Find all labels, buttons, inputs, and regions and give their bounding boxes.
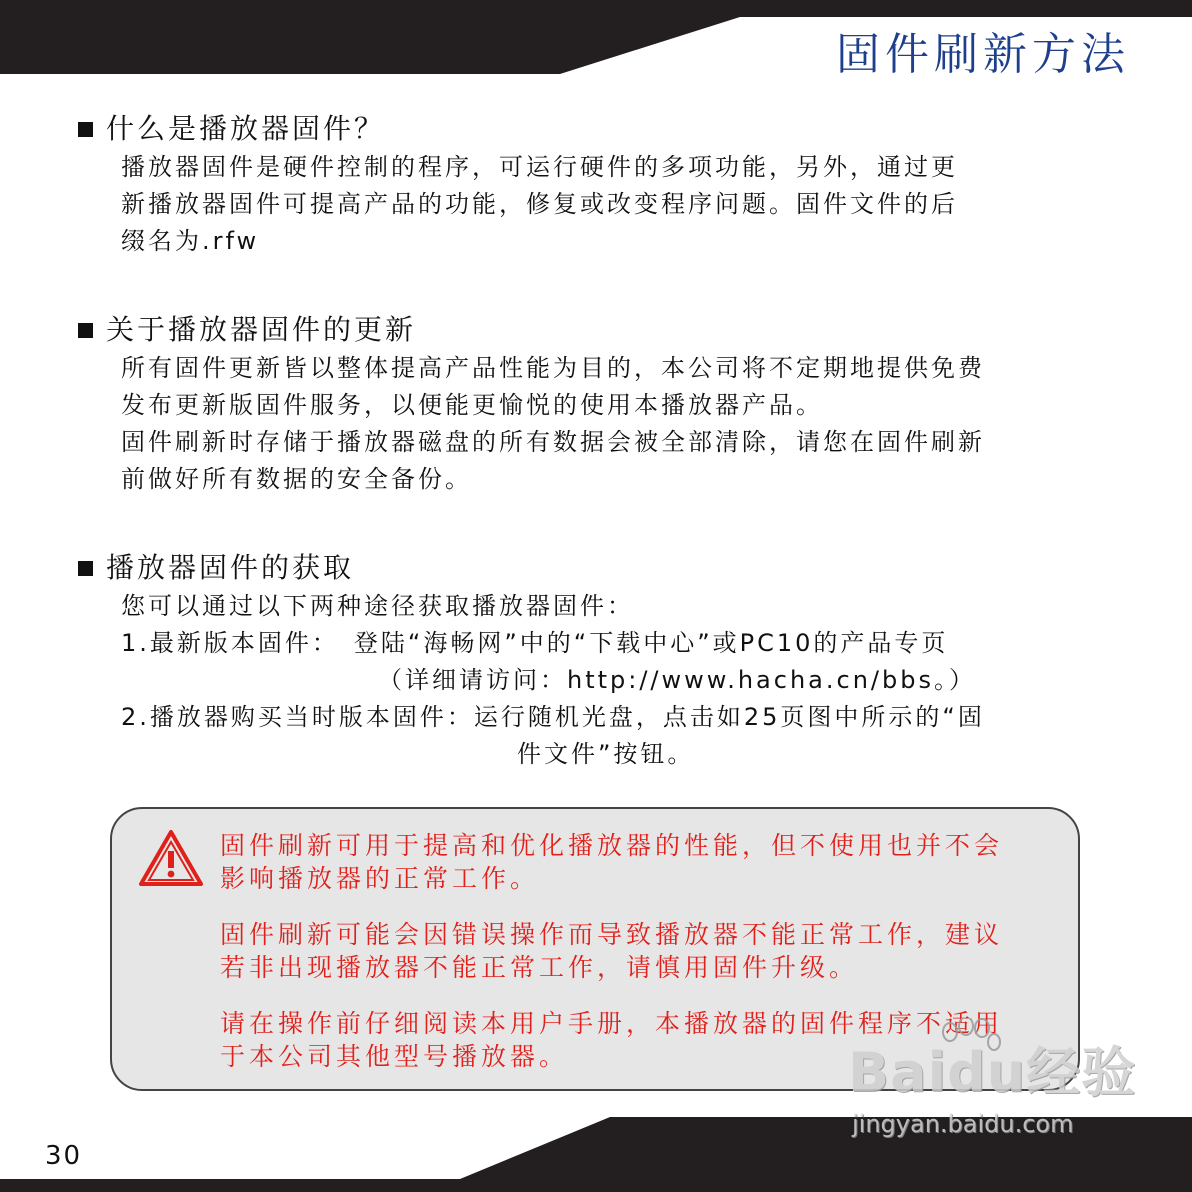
body-line: 缀名为.rfw (121, 227, 260, 255)
body-line: 发布更新版固件服务，以便能更愉悦的使用本播放器产品。 (121, 391, 823, 419)
warning-paragraph: 请在操作前仔细阅读本用户手册，本播放器的固件程序不适用 于本公司其他型号播放器。 (220, 1009, 1004, 1071)
section-obtain-firmware (78, 548, 1138, 773)
body-line: 新播放器固件可提高产品的功能，修复或改变程序问题。固件文件的后 (121, 190, 958, 218)
url-line: （详细请访问：http://www.hacha.cn/bbs。） (378, 666, 976, 694)
body-line: 播放器固件是硬件控制的程序，可运行硬件的多项功能，另外，通过更 (121, 153, 958, 181)
body-line: 您可以通过以下两种途径获取播放器固件： (121, 592, 634, 620)
body-line: 1.最新版本固件： 登陆“海畅网”中的“下载中心”或PC10的产品专页 (121, 629, 949, 657)
section-heading: 播放器固件的获取 (106, 551, 355, 584)
watermark-domain: jingyan.baidu.com (852, 1110, 1074, 1138)
section-firmware-update (78, 310, 1138, 498)
warning-triangle-icon (138, 829, 204, 887)
warning-paragraph: 固件刷新可能会因错误操作而导致播放器不能正常工作，建议 若非出现播放器不能正常工作，请慎用固件升级。 (220, 920, 1004, 982)
square-bullet-icon (78, 561, 93, 576)
section-heading: 什么是播放器固件？ (106, 112, 386, 145)
body-line: 所有固件更新皆以整体提高产品性能为目的，本公司将不定期地提供免费 (121, 354, 985, 382)
section-body (121, 149, 1138, 260)
body-line: 前做好所有数据的安全备份。 (121, 465, 472, 493)
watermark-logo: Baidu经验 (848, 1041, 1137, 1104)
page-number: 30 (45, 1141, 83, 1171)
body-line: 固件刷新时存储于播放器磁盘的所有数据会被全部清除，请您在固件刷新 (121, 428, 985, 456)
section-body (121, 350, 1138, 498)
square-bullet-icon (78, 122, 93, 137)
body-line: 件文件”按钮。 (517, 740, 695, 768)
body-line: 2.播放器购买当时版本固件：运行随机光盘，点击如25页图中所示的“固 (121, 703, 985, 731)
warning-paragraph: 固件刷新可用于提高和优化播放器的性能，但不使用也并不会 影响播放器的正常工作。 (220, 831, 1004, 893)
baidu-watermark (848, 1030, 1138, 1140)
section-what-is-firmware (78, 109, 1138, 260)
paw-icon (936, 1018, 1006, 1078)
section-body (121, 588, 1138, 773)
section-heading: 关于播放器固件的更新 (106, 313, 417, 346)
page-title: 固件刷新方法 (836, 29, 1130, 80)
square-bullet-icon (78, 323, 93, 338)
